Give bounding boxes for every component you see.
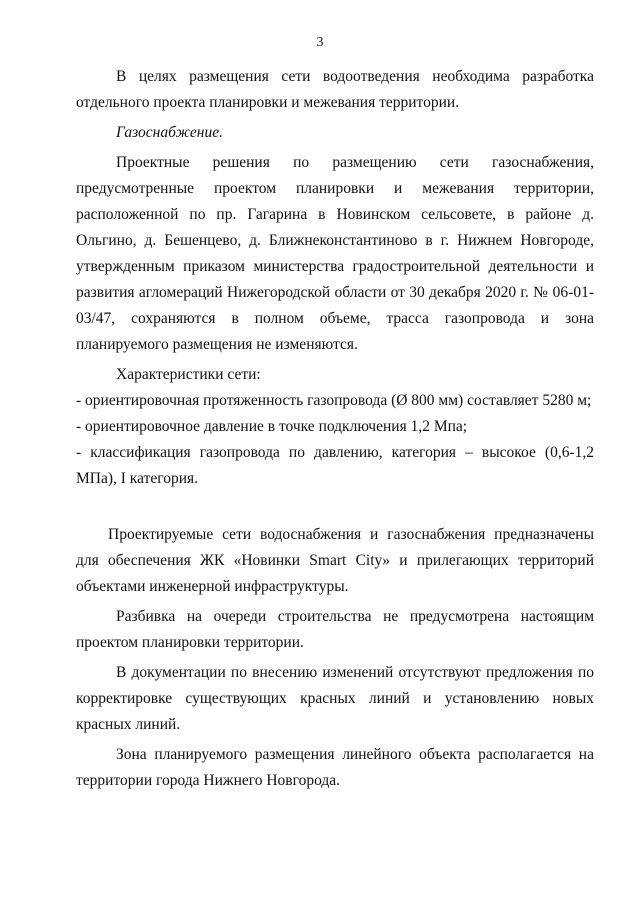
list-item-length: - ориентировочная протяженность газопровода (Ø 800 мм) составляет 5280 м; [76,392,592,409]
paragraph-placement-zone: Зона планируемого размещения линейного объекта располагается на территории города Нижнего Новгорода. [76,746,594,789]
spacer [76,492,594,518]
paragraph-networks-purpose: Проектируемые сети водоснабжения и газоснабжения предназначены для обеспечения ЖК «Новинки Smart City» и прилегающих территорий объектами инженерной инфраструктуры. [76,526,594,595]
paragraph-red-lines: В документации по внесению изменений отсутствуют предложения по корректировке существующих красных линий и установлению новых красных линий. [76,664,594,733]
document-body [76,64,594,794]
section-heading-gas-supply: Газоснабжение. [116,124,223,141]
paragraph-network-characteristics: Характеристики сети: [116,366,261,383]
paragraph-construction-phases: Разбивка на очереди строительства не предусмотрена настоящим проектом планировки территории. [76,608,594,651]
list-item-classification: - классификация газопровода по давлению, категория – высокое (0,6-1,2 МПа), I категория. [76,444,594,487]
page-number: 3 [316,35,324,50]
paragraph-wastewater: В целях размещения сети водоотведения необходима разработка отдельного проекта планировки и межевания территории. [76,68,594,111]
paragraph-gas-design-decisions: Проектные решения по размещению сети газоснабжения, предусмотренные проектом планировки и межевания территории, расположенной по пр. Гагарина в Новинском сельсовете, в районе д. Ольгино, д. Бешенцево, д. Ближнеконстантиново в г. Нижнем Новгороде, утвержденным приказом министерства градостроительной деятельности и развития агломераций Нижегородской области от 30 декабря 2020 г. № 06-01-03/47, сохраняются в полном объеме, трасса газопровода и зона планируемого размещения не изменяются. [76,154,594,353]
list-item-pressure: - ориентировочное давление в точке подключения 1,2 Мпа; [76,418,468,435]
